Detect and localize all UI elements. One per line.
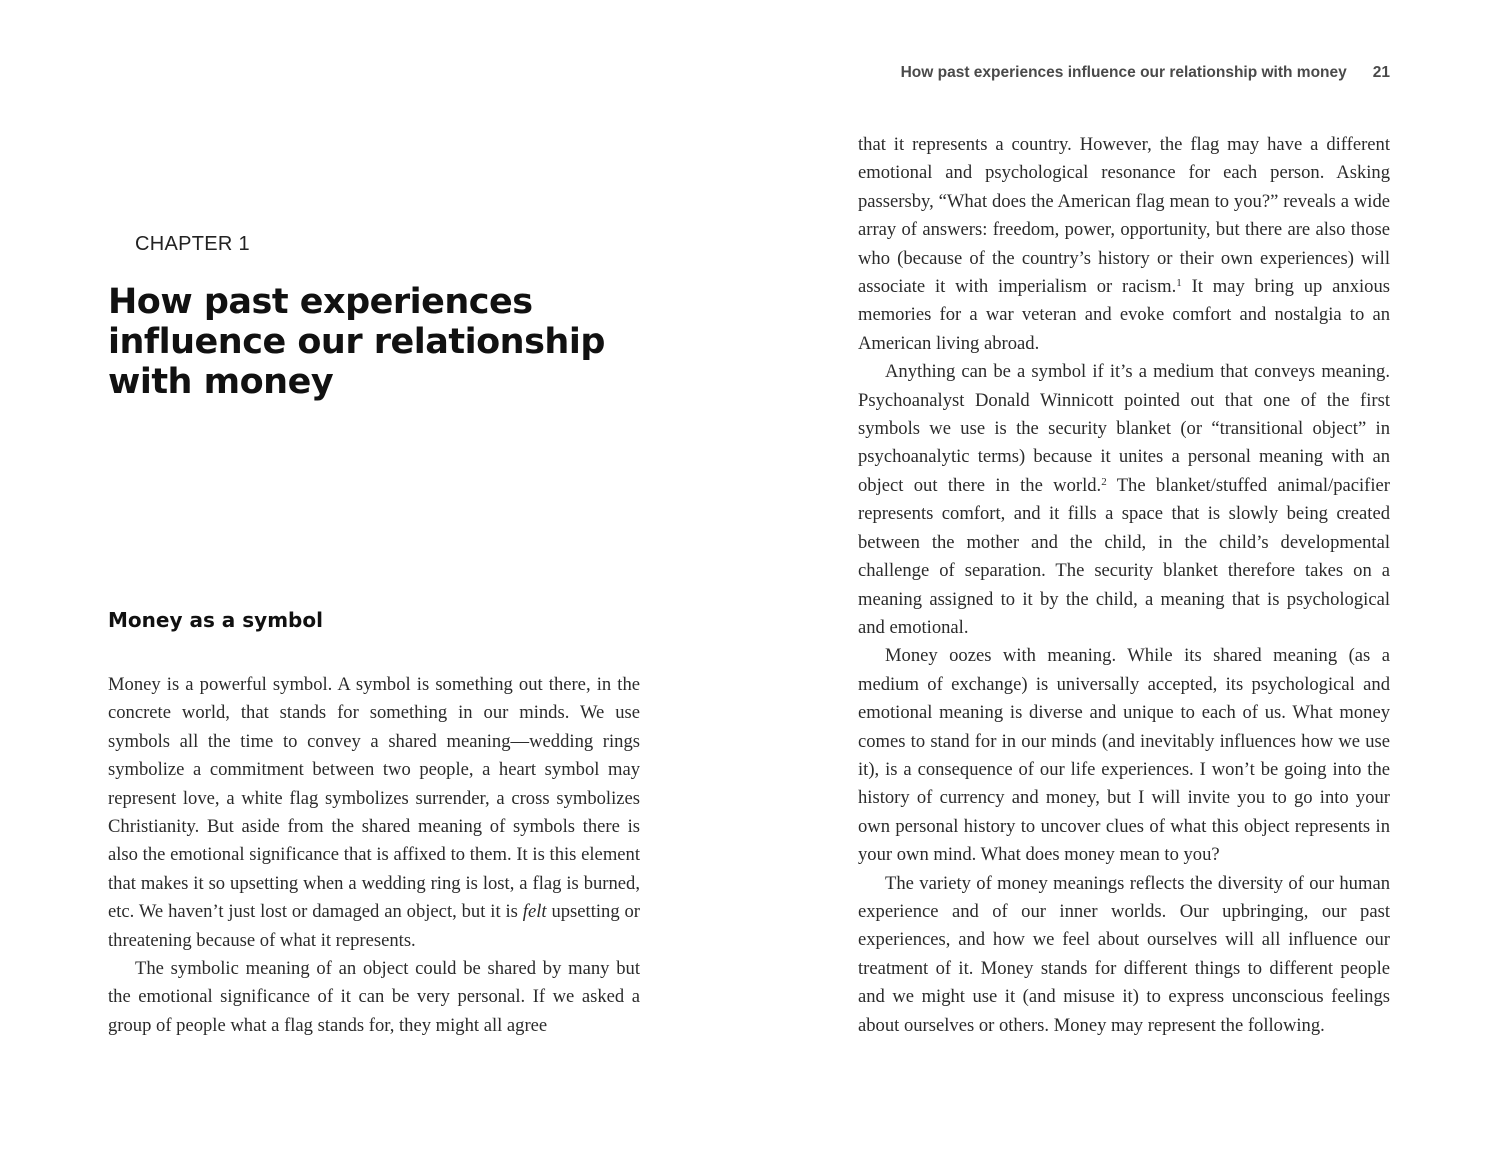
paragraph: The symbolic meaning of an object could be shared by many but the emotional significance of it can be very personal. If we asked a group of people what a flag stands for, they might all agree — [108, 958, 640, 1036]
emphasis-text: felt — [522, 901, 547, 923]
right-body-text — [858, 131, 1390, 1040]
section-heading: Money as a symbol — [108, 608, 323, 632]
page-number: 21 — [1372, 64, 1390, 81]
footnote-marker[interactable]: 2 — [1101, 475, 1107, 488]
paragraph — [858, 358, 1390, 642]
paragraph-text: that it represents a country. However, the flag may have a different emotional and psychological resonance for each person. Asking passersby, “What does the American flag mean to you?” reveals a wide array of answers: freedom, power, opportunity, but there are also those who (because of the country’s history or their own experiences) will associate it with imperialism or racism. — [858, 134, 1390, 298]
footnote-marker[interactable]: 1 — [1176, 277, 1182, 290]
paragraph: The variety of money meanings reflects the diversity of our human experience and of our inner worlds. Our upbringing, our past experiences, and how we feel about ourselves will all influence our treatment of it. Money stands for different things to different people and we might use it (and misuse it) to express unconscious feelings about ourselves or others. Money may represent the following. — [858, 872, 1390, 1036]
right-page — [750, 0, 1500, 1159]
paragraph-text: The blanket/stuffed animal/pacifier represents comfort, and it fills a space that is slowly being created between the mother and the child, in the child’s developmental challenge of separation. The security blanket therefore takes on a meaning assigned to it by the child, a meaning that is psychological and emotional. — [858, 474, 1390, 638]
running-head — [901, 64, 1390, 82]
chapter-title: How past experiences influence our relationship with money — [108, 282, 605, 402]
paragraph-text: upsetting or threatening because of what it represents. — [108, 901, 640, 951]
left-body-text — [108, 671, 640, 1040]
paragraph-text: It may bring up anxious memories for a war veteran and evoke comfort and nostalgia to an American living abroad. — [858, 276, 1390, 354]
chapter-label: CHAPTER 1 — [135, 233, 250, 255]
paragraph — [858, 131, 1390, 358]
paragraph — [108, 671, 640, 955]
paragraph: Money oozes with meaning. While its shared meaning (as a medium of exchange) is universally accepted, its psychological and emotional meaning is diverse and unique to each of us. What money comes to stand for in our minds (and inevitably influences how we use it), is a consequence of our life experiences. I won’t be going into the history of currency and money, but I will invite you to go into your own personal history to uncover clues of what this object represents in your own mind. What does money mean to you? — [858, 645, 1390, 866]
paragraph-text: Anything can be a symbol if it’s a medium that conveys meaning. Psychoanalyst Donald Winnicott pointed out that one of the first symbols we use is the security blanket (or “transitional object” in psychoanalytic terms) because it unites a personal meaning with an object out there in the world. — [858, 361, 1390, 496]
running-head-title: How past experiences influence our relationship with money — [900, 64, 1347, 81]
paragraph-text: Money is a powerful symbol. A symbol is something out there, in the concrete world, that stands for something in our minds. We use symbols all the time to convey a shared meaning—wedding rings symbolize a commitment between two people, a heart symbol may represent love, a white flag symbolizes surrender, a cross symbolizes Christianity. But aside from the shared meaning of symbols there is also the emotional significance that is affixed to them. It is this element that makes it so upsetting when a wedding ring is lost, a flag is burned, etc. We haven’t just lost or damaged an object, but it is — [108, 674, 640, 923]
